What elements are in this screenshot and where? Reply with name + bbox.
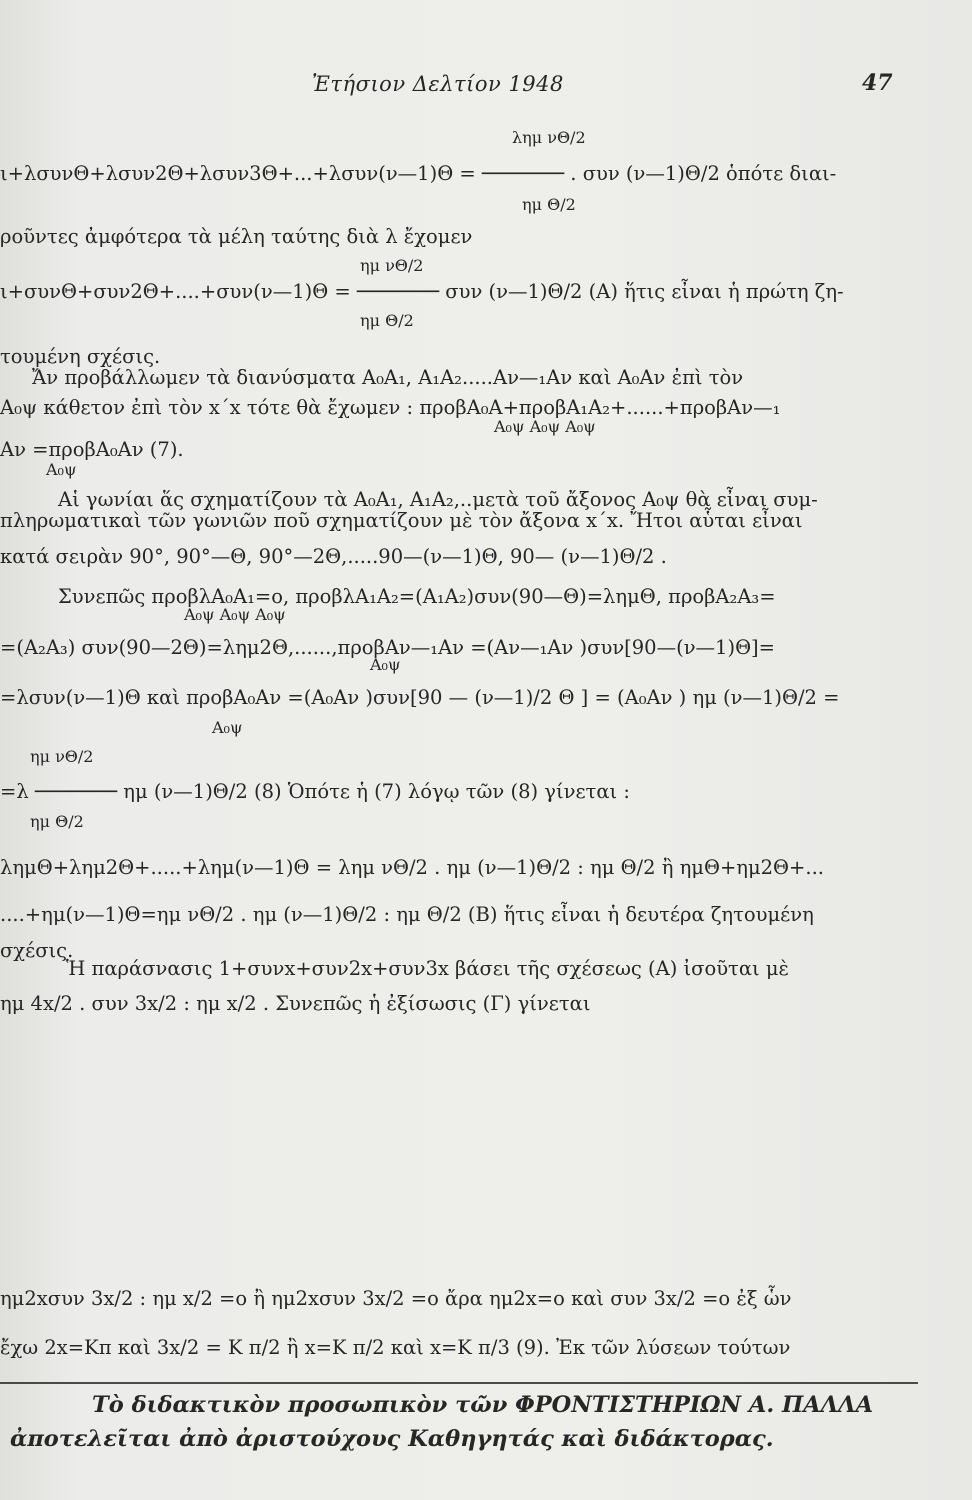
text-line: λημ νΘ/2 <box>512 128 586 147</box>
text-line: ....+ημ(ν—1)Θ=ημ νΘ/2 . ημ (ν—1)Θ/2 : ημ Θ/2 (Β) ἥτις εἶναι ἡ δευτέρα ζητουμένη <box>0 903 814 927</box>
text-line: ημ νΘ/2 <box>30 747 94 767</box>
text-line: λημΘ+λημ2Θ+.....+λημ(ν—1)Θ = λημ νΘ/2 . ημ (ν—1)Θ/2 : ημ Θ/2 ἢ ημΘ+ημ2Θ+... <box>0 856 824 879</box>
text-line: Α₀ψ <box>212 718 243 738</box>
text-line: =(Α₂Α₃) συν(90—2Θ)=λημ2Θ,......,προβΑν—₁Αν =(Αν—₁Αν )συν[90—(ν—1)Θ]= <box>0 635 776 659</box>
footer-line-2: ἀποτελεῖται ἀπὸ ἀριστούχους Καθηγητάς καὶ διδάκτορας. <box>10 1426 774 1452</box>
page-number: 47 <box>862 70 893 96</box>
text-line: Ἡ παράσνασις 1+συνx+συν2x+συν3x βάσει τῆς σχέσεως (Α) ἰσοῦται μὲ <box>66 956 789 980</box>
text-line: ροῦντες ἀμφότερα τὰ μέλη ταύτης διὰ λ ἔχομεν <box>0 225 473 249</box>
text-line: Αν =προβΑ₀Αν (7). <box>0 437 184 461</box>
text-line: Αἱ γωνίαι ἅς σχηματίζουν τὰ Α₀Α₁, Α₁Α₂,..μετὰ τοῦ ἄξονος Α₀ψ θὰ εἶναι συμ- <box>58 488 818 511</box>
text-line: ἔχω 2x=Κπ καὶ 3x/2 = Κ π/2 ἢ x=Κ π/2 καὶ x=Κ π/3 (9). Ἐκ τῶν λύσεων τούτων <box>0 1336 791 1359</box>
text-line: Α₀ψ Α₀ψ Α₀ψ <box>494 416 596 436</box>
text-line: ημ νΘ/2 <box>360 256 424 276</box>
text-line: Α₀ψ <box>370 655 401 674</box>
text-line: Ἄν προβάλλωμεν τὰ διανύσματα Α₀Α₁, Α₁Α₂.....Αν—₁Αν καὶ Α₀Αν ἐπὶ τὸν <box>32 366 744 390</box>
text-line: ι+λσυνΘ+λσυν2Θ+λσυν3Θ+...+λσυν(ν—1)Θ = ─────── . συν (ν—1)Θ/2 ὁπότε διαι- <box>0 162 837 186</box>
text-line: ημ Θ/2 <box>360 311 414 331</box>
text-line: =λ ─────── ημ (ν—1)Θ/2 (8) Ὁπότε ἡ (7) λόγῳ τῶν (8) γίνεται : <box>0 779 630 803</box>
text-line: σχέσις. <box>0 938 74 962</box>
text-line: πληρωματικαὶ τῶν γωνιῶν ποῦ σχηματίζουν μὲ τὸν ἄξονα x΄x. Ἤτοι αὗται εἶναι <box>0 509 803 532</box>
running-head: Ἐτήσιον Δελτίον 1948 <box>312 72 564 96</box>
text-line: ημ2xσυν 3x/2 : ημ x/2 =ο ἢ ημ2xσυν 3x/2 =ο ἄρα ημ2x=ο καὶ συν 3x/2 =ο ἐξ ὧν <box>0 1287 792 1311</box>
footer-rule <box>0 1382 918 1384</box>
text-line: Α₀ψ <box>46 460 77 480</box>
footer-line-1: Τὸ διδακτικὸν προσωπικὸν τῶν ΦΡΟΝΤΙΣΤΗΡΙΩΝ Α. ΠΑΛΛΑ <box>92 1392 874 1418</box>
text-line: ημ Θ/2 <box>522 194 576 214</box>
text-line: =λσυν(ν—1)Θ καὶ προβΑ₀Αν =(Α₀Αν )συν[90 — (ν—1)/2 Θ ] = (Α₀Αν ) ημ (ν—1)Θ/2 = <box>0 685 840 709</box>
text-line: τουμένη σχέσις. <box>0 344 161 368</box>
text-line: Συνεπῶς προβλΑ₀Α₁=ο, προβλΑ₁Α₂=(Α₁Α₂)συν(90—Θ)=λημΘ, προβΑ₂Α₃= <box>58 585 776 609</box>
text-line: ι+συνΘ+συν2Θ+....+συν(ν—1)Θ = ─────── συν (ν—1)Θ/2 (Α) ἥτις εἶναι ἡ πρώτη ζη- <box>0 280 844 304</box>
text-line: Α₀ψ Α₀ψ Α₀ψ <box>184 604 286 624</box>
text-line: ημ 4x/2 . συν 3x/2 : ημ x/2 . Συνεπῶς ἡ ἐξίσωσις (Γ) γίνεται <box>0 992 591 1016</box>
text-line: κατά σειρὰν 90°, 90°—Θ, 90°—2Θ,.....90—(ν—1)Θ, 90— (ν—1)Θ/2 . <box>0 544 667 568</box>
text-line: Α₀ψ κάθετον ἐπὶ τὸν x΄x τότε θὰ ἔχωμεν : προβΑ₀Α+προβΑ₁Α₂+......+προβΑν—₁ <box>0 395 781 419</box>
text-line: ημ Θ/2 <box>30 812 84 832</box>
